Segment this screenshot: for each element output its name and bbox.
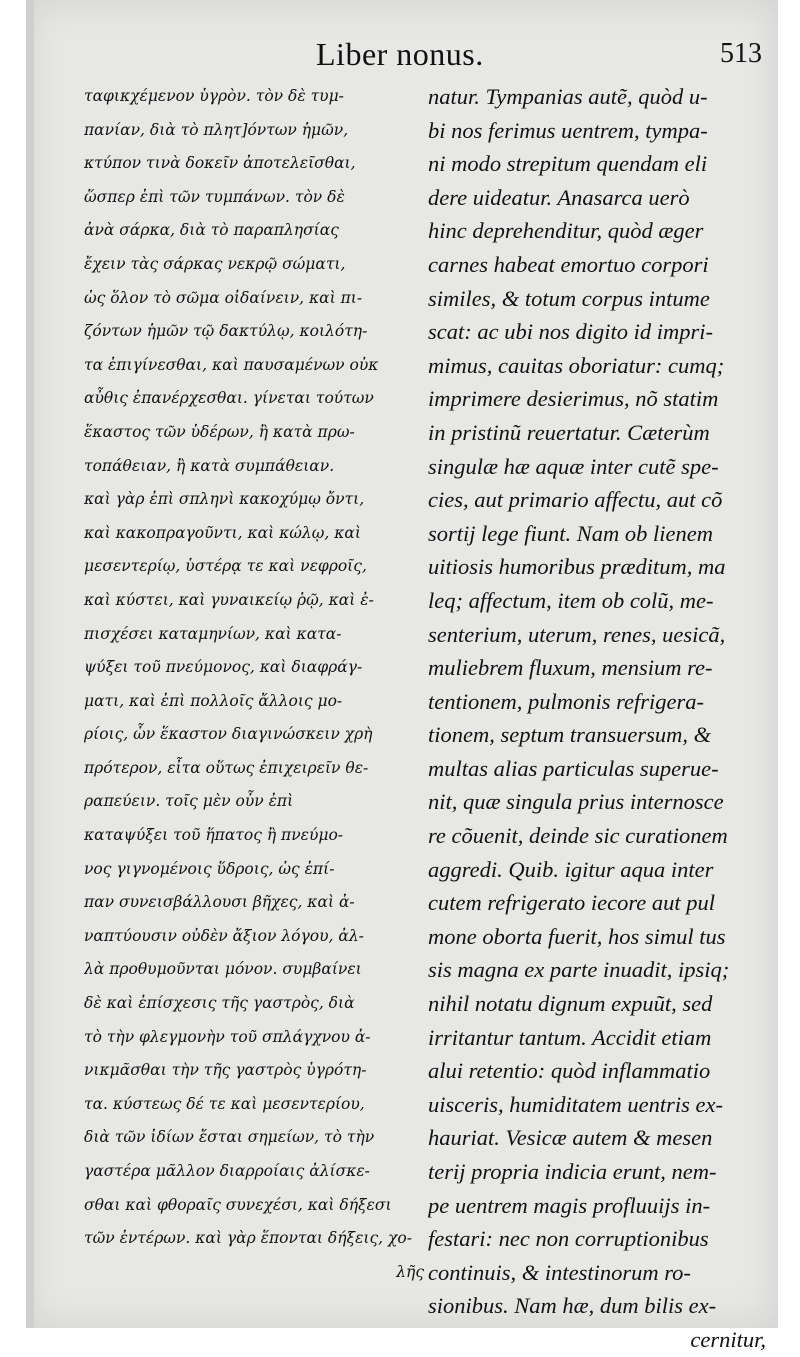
latin-text-line: continuis, & intestinorum ro- [428,1259,691,1285]
latin-text-line: dere uideatur. Anasarca uerò [428,184,690,210]
greek-text-line: ταφικχέμενον ὑγρὸν. τὸν δὲ τυμ- [84,87,344,105]
greek-text-line: πανίαν, διὰ τὸ πλητ]όντων ἡμῶν, [84,120,349,139]
latin-text-line: cernitur, [690,1326,766,1352]
latin-text-line: hinc deprehenditur, quòd æger [428,218,704,244]
greek-text-line: ζόντων ἡμῶν τῷ δακτύλῳ, κοιλότη- [84,322,368,341]
greek-text-line: τὸ τὴν φλεγμονὴν τοῦ σπλάγχνου ἀ- [84,1027,371,1046]
latin-text-line: mimus, cauitas oboriatur: cumq; [428,352,725,378]
page-number: 513 [720,38,762,69]
greek-text-line: ἕκαστος τῶν ὑδέρων, ἢ κατὰ πρω- [84,422,355,441]
greek-text-line: τοπάθειαν, ἢ κατὰ συμπάθειαν. [84,456,335,475]
greek-text-line: ναπτύουσιν οὐδὲν ἄξιον λόγου, ἀλ- [84,926,364,945]
latin-text-line: sortij lege fiunt. Nam ob lienem [428,520,713,546]
greek-text-line: σθαι καὶ φθοραῖς συνεχέσι, καὶ δήξεσι [84,1195,392,1214]
latin-text-line: re cõuenit, deinde sic curationem [428,823,728,849]
latin-text-line: festari: nec non corruptionibus [428,1226,709,1252]
latin-text-line: scat: ac ubi nos digito id impri- [428,319,713,345]
latin-text-line: alui retentio: quòd inflammatio [428,1058,711,1084]
greek-text-line: δὲ καὶ ἐπίσχεσις τῆς γαστρὸς, διὰ [84,994,355,1013]
latin-text-line: aggredi. Quib. igitur aqua inter [428,856,714,882]
greek-text-line: μεσεντερίῳ, ὑστέρᾳ τε καὶ νεφροῖς, [84,557,367,576]
latin-text-line: muliebrem fluxum, mensium re- [428,655,713,681]
latin-text-line: imprimere desierimus, nõ statim [428,386,719,412]
latin-text-column [428,80,766,1357]
latin-text-line: terij propria indicia erunt, nem- [428,1159,717,1184]
greek-text-line: καταψύξει τοῦ ἥπατος ἢ πνεύμο- [84,826,344,845]
greek-text-line: ματι, καὶ ἐπὶ πολλοῖς ἄλλοις μο- [84,691,343,710]
greek-text-line: ἔχειν τὰς σάρκας νεκρῷ σώματι, [84,254,346,273]
latin-text-line: hauriat. Vesicæ autem & mesen [428,1125,713,1151]
greek-text-line: κτύπον τινὰ δοκεῖν ἀποτελεῖσθαι, [84,154,356,173]
greek-text-line: πισχέσει καταμηνίων, καὶ κατα- [84,624,342,643]
latin-text-line: cutem refrigerato iecore aut pul [428,890,716,916]
greek-text-line: λὰ προθυμοῦνται μόνον. συμβαίνει [84,960,362,979]
latin-text-line: uitiosis humoribus præditum, ma [428,554,726,580]
latin-text-line: leq; affectum, item ob colũ, me- [428,587,714,613]
latin-text-line: bi nos ferimus uentrem, tympa- [428,117,708,143]
greek-text-line: τα. κύστεως δέ τε καὶ μεσεντερίου, [84,1094,365,1113]
latin-text-line: sis magna ex parte inuadit, ipsiq; [428,957,730,983]
latin-text-line: cies, aut primario affectu, aut cõ [428,487,723,513]
greek-text-line: ψύξει τοῦ πνεύμονος, καὶ διαφράγ- [84,658,363,677]
latin-text-line: irritantur tantum. Accidit etiam [428,1024,712,1050]
latin-text-line: carnes habeat emortuo corpori [428,251,709,277]
greek-text-line: καὶ κύστει, καὶ γυναικείῳ ῥῷ, καὶ ἐ- [84,590,374,609]
running-title: Liber nonus. [316,36,484,72]
latin-text-line: tionem, septum transuersum, & [428,722,712,748]
page-header [26,30,778,80]
greek-text-line: καὶ γὰρ ἐπὶ σπληνὶ κακοχύμῳ ὄντι, [84,490,365,509]
latin-text-line: senterium, uterum, renes, uesicã, [428,621,726,647]
greek-text-line: νος γιγνομένοις ὕδροις, ὡς ἐπί- [84,859,335,878]
greek-text-line: ὥσπερ ἐπὶ τῶν τυμπάνων. τὸν δὲ [84,187,345,206]
greek-text-line: τα ἐπιγίνεσθαι, καὶ παυσαμένων οὐκ [84,355,379,374]
page-gutter-shadow [26,0,34,1328]
greek-text-line: παν συνεισβάλλουσι βῆχες, καὶ ἀ- [84,893,355,912]
greek-text-line: τῶν ἐντέρων. καὶ γὰρ ἕπονται δήξεις, χο- [84,1229,412,1248]
greek-text-line: γαστέρα μᾶλλον διαρροίαις ἀλίσκε- [84,1162,370,1180]
book-page [26,0,778,1352]
latin-text-line: in pristinũ reuertatur. Cæterùm [428,419,710,445]
greek-text-line: ρίοις, ὧν ἕκαστον διαγινώσκειν χρὴ [84,725,373,744]
latin-text-line: mone oborta fuerit, hos simul tus [428,923,726,949]
greek-text-line: ὡς ὅλον τὸ σῶμα οἰδαίνειν, καὶ πι- [84,288,363,307]
greek-text-line: ἀνὰ σάρκα, διὰ τὸ παραπλησίας [84,221,339,240]
greek-text-line: διὰ τῶν ἰδίων ἔσται σημείων, τὸ τὴν [84,1128,375,1147]
greek-text-line: λῆς [396,1262,424,1281]
latin-text-line: nit, quæ singula prius internosce [428,789,724,815]
greek-text-column [84,80,424,1289]
greek-text-line: ραπεύειν. τοῖς μὲν οὖν ἐπὶ [84,792,294,811]
latin-text-line: singulæ hæ aquæ inter cutẽ spe- [428,453,719,479]
latin-text-line: natur. Tympanias autẽ, quòd u- [428,84,708,109]
latin-text-line: tentionem, pulmonis refrigera- [428,688,705,714]
latin-text-line: nihil notatu dignum expuũt, sed [428,991,713,1017]
latin-text-line: ni modo strepitum quendam eli [428,151,708,177]
greek-text-line: πρότερον, εἶτα οὕτως ἐπιχειρεῖν θε- [84,758,369,777]
greek-text-line: καὶ κακοπραγοῦντι, καὶ κώλῳ, καὶ [84,523,361,542]
latin-text-line: uisceris, humiditatem uentris ex- [428,1091,723,1117]
latin-text-line: sionibus. Nam hæ, dum bilis ex- [428,1293,717,1319]
latin-text-line: multas alias particulas superue- [428,755,719,781]
latin-text-line: similes, & totum corpus intume [428,285,710,311]
greek-text-line: νικμᾶσθαι τὴν τῆς γαστρὸς ὑγρότη- [84,1061,367,1080]
greek-text-line: αὖθις ἐπανέρχεσθαι. γίνεται τούτων [84,389,374,408]
latin-text-line: pe uentrem magis profluuijs in- [428,1192,711,1218]
